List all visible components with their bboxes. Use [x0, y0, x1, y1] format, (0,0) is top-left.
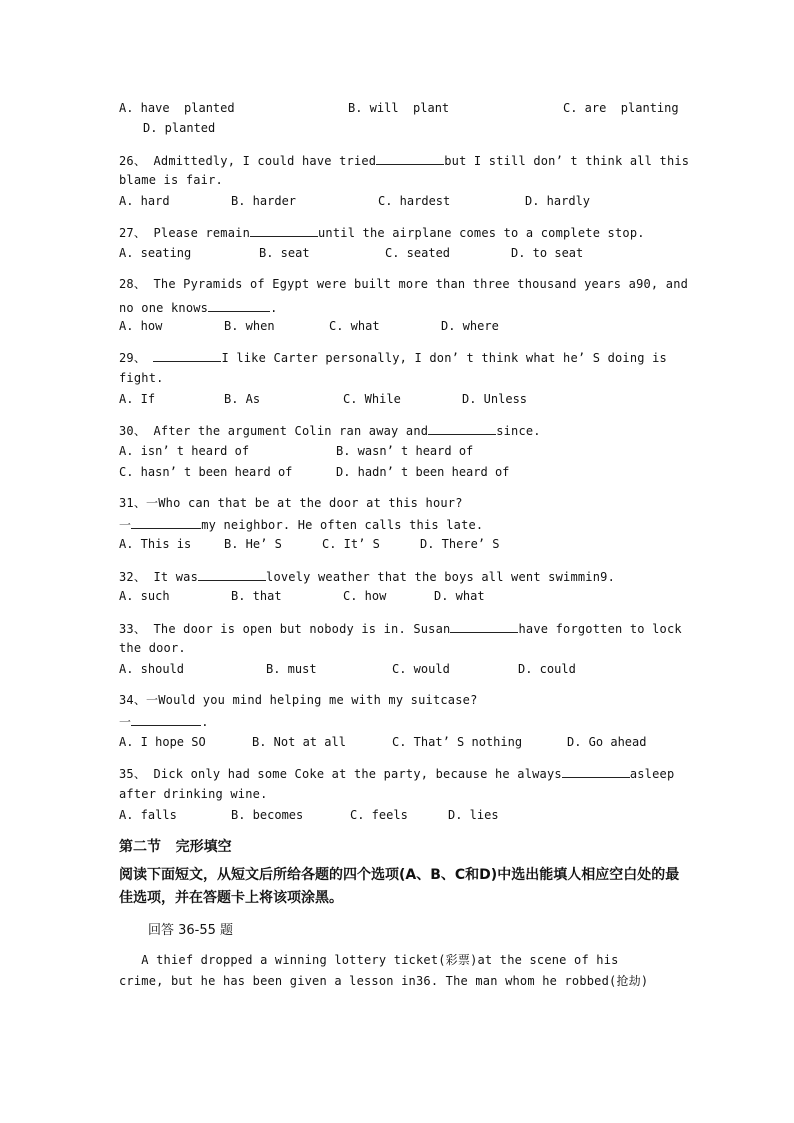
option-a: A. This is — [119, 537, 192, 551]
question-text: 一 — [119, 518, 132, 532]
section-instruction: 阅读下面短文，从短文后所给各题的四个选项(A、B、C和D)中选出能填人相应空白处的最佳选项，并在答题卡上将该项涂黑。 — [119, 867, 680, 906]
answer-blank — [153, 349, 221, 362]
option-c: C. would — [392, 662, 450, 676]
question-29-line2: fight. — [119, 371, 164, 385]
option-b: B. Not at all — [252, 735, 346, 749]
option-b: B. that — [231, 589, 282, 603]
option-c: C. That’ S nothing — [392, 735, 523, 749]
passage-line2: crime, but he has been given a lesson in36. The man whom he robbed(抢劫) — [119, 974, 649, 988]
question-33-line1 — [119, 620, 682, 637]
question-26-line1 — [119, 152, 689, 169]
option-b: B. becomes — [231, 808, 304, 822]
answer-blank — [198, 568, 266, 581]
option-d: D. what — [434, 589, 485, 603]
question-28-line1: 28、 The Pyramids of Egypt were built more than three thousand years a90, and — [119, 277, 689, 291]
question-text: . — [270, 301, 278, 315]
option-a: A. have planted — [119, 101, 235, 115]
answer-blank — [562, 765, 630, 778]
option-c: C. seated — [385, 246, 451, 260]
question-text: . — [201, 715, 209, 729]
answer-blank — [131, 516, 201, 529]
option-d: D. hardly — [525, 194, 591, 208]
option-c: C. It’ S — [322, 537, 380, 551]
question-text: I like Carter personally, I don’ t think what he’ S doing is — [221, 351, 667, 365]
question-text: 一 — [119, 715, 132, 729]
option-a: A. hard — [119, 194, 170, 208]
option-c: C. hardest — [378, 194, 451, 208]
question-text: 32、 It was — [119, 570, 199, 584]
answer-blank — [131, 713, 201, 726]
option-a: A. isn’ t heard of — [119, 444, 250, 458]
question-text: no one knows — [119, 301, 209, 315]
option-c: C. feels — [350, 808, 408, 822]
answer-blank — [250, 224, 318, 237]
question-text: 27、 Please remain — [119, 226, 250, 240]
option-c: C. While — [343, 392, 401, 406]
answer-range: 回答 36-55 题 — [148, 923, 234, 938]
question-27 — [119, 224, 645, 241]
option-a: A. If — [119, 392, 156, 406]
option-b: B. He’ S — [224, 537, 282, 551]
question-26-line2: blame is fair. — [119, 173, 223, 187]
option-d: D. hadn’ t been heard of — [336, 465, 510, 479]
question-34-line1: 34、一Would you mind helping me with my suitcase? — [119, 693, 478, 707]
option-b: B. seat — [259, 246, 310, 260]
question-text: 29、 — [119, 351, 154, 365]
passage-line1: A thief dropped a winning lottery ticket(彩票)at the scene of his — [119, 953, 619, 967]
option-a: A. how — [119, 319, 163, 333]
option-c: C. hasn’ t been heard of — [119, 465, 293, 479]
answer-blank — [376, 152, 444, 165]
option-b: B. wasn’ t heard of — [336, 444, 474, 458]
question-text: until the airplane comes to a complete stop. — [318, 226, 645, 240]
answer-blank — [208, 299, 270, 312]
option-d: D. to seat — [511, 246, 584, 260]
question-31-line2 — [119, 516, 483, 533]
option-d: D. There’ S — [420, 537, 500, 551]
option-d: D. where — [441, 319, 499, 333]
question-text: 30、 After the argument Colin ran away and — [119, 424, 429, 438]
option-d: D. Unless — [462, 392, 528, 406]
option-a: A. I hope SO — [119, 735, 206, 749]
answer-blank — [428, 422, 496, 435]
option-b: B. As — [224, 392, 261, 406]
question-30 — [119, 422, 541, 439]
option-a: A. seating — [119, 246, 192, 260]
question-text: 35、 Dick only had some Coke at the party, because he always — [119, 767, 562, 781]
question-text: since. — [496, 424, 541, 438]
option-a: A. should — [119, 662, 185, 676]
question-34-line2 — [119, 713, 209, 730]
option-b: B. must — [266, 662, 317, 676]
question-35-line2: after drinking wine. — [119, 787, 268, 801]
question-31-line1: 31、一Who can that be at the door at this hour? — [119, 496, 463, 510]
option-c: C. how — [343, 589, 387, 603]
question-35-line1 — [119, 765, 674, 782]
question-text: 33、 The door is open but nobody is in. Susan — [119, 622, 451, 636]
question-33-line2: the door. — [119, 641, 186, 655]
question-text: but I still don’ t think all this — [444, 154, 690, 168]
question-text: 26、 Admittedly, I could have tried — [119, 154, 377, 168]
option-b: B. when — [224, 319, 275, 333]
question-text: have forgotten to lock — [518, 622, 682, 636]
option-d: D. could — [518, 662, 576, 676]
question-29-line1 — [119, 349, 667, 366]
option-a: A. falls — [119, 808, 177, 822]
option-d: D. lies — [448, 808, 499, 822]
question-32 — [119, 568, 615, 585]
question-28-line2 — [119, 299, 278, 316]
question-text: asleep — [629, 767, 675, 781]
option-b: B. will plant — [348, 101, 450, 115]
option-d: D. planted — [143, 121, 216, 135]
section-title: 第二节 完形填空 — [119, 839, 232, 855]
option-c: C. what — [329, 319, 380, 333]
question-text: lovely weather that the boys all went swimmin9. — [266, 570, 615, 584]
option-c: C. are planting — [563, 101, 679, 115]
question-text: my neighbor. He often calls this late. — [201, 518, 484, 532]
option-b: B. harder — [231, 194, 297, 208]
option-a: A. such — [119, 589, 170, 603]
option-d: D. Go ahead — [567, 735, 647, 749]
answer-blank — [450, 620, 518, 633]
